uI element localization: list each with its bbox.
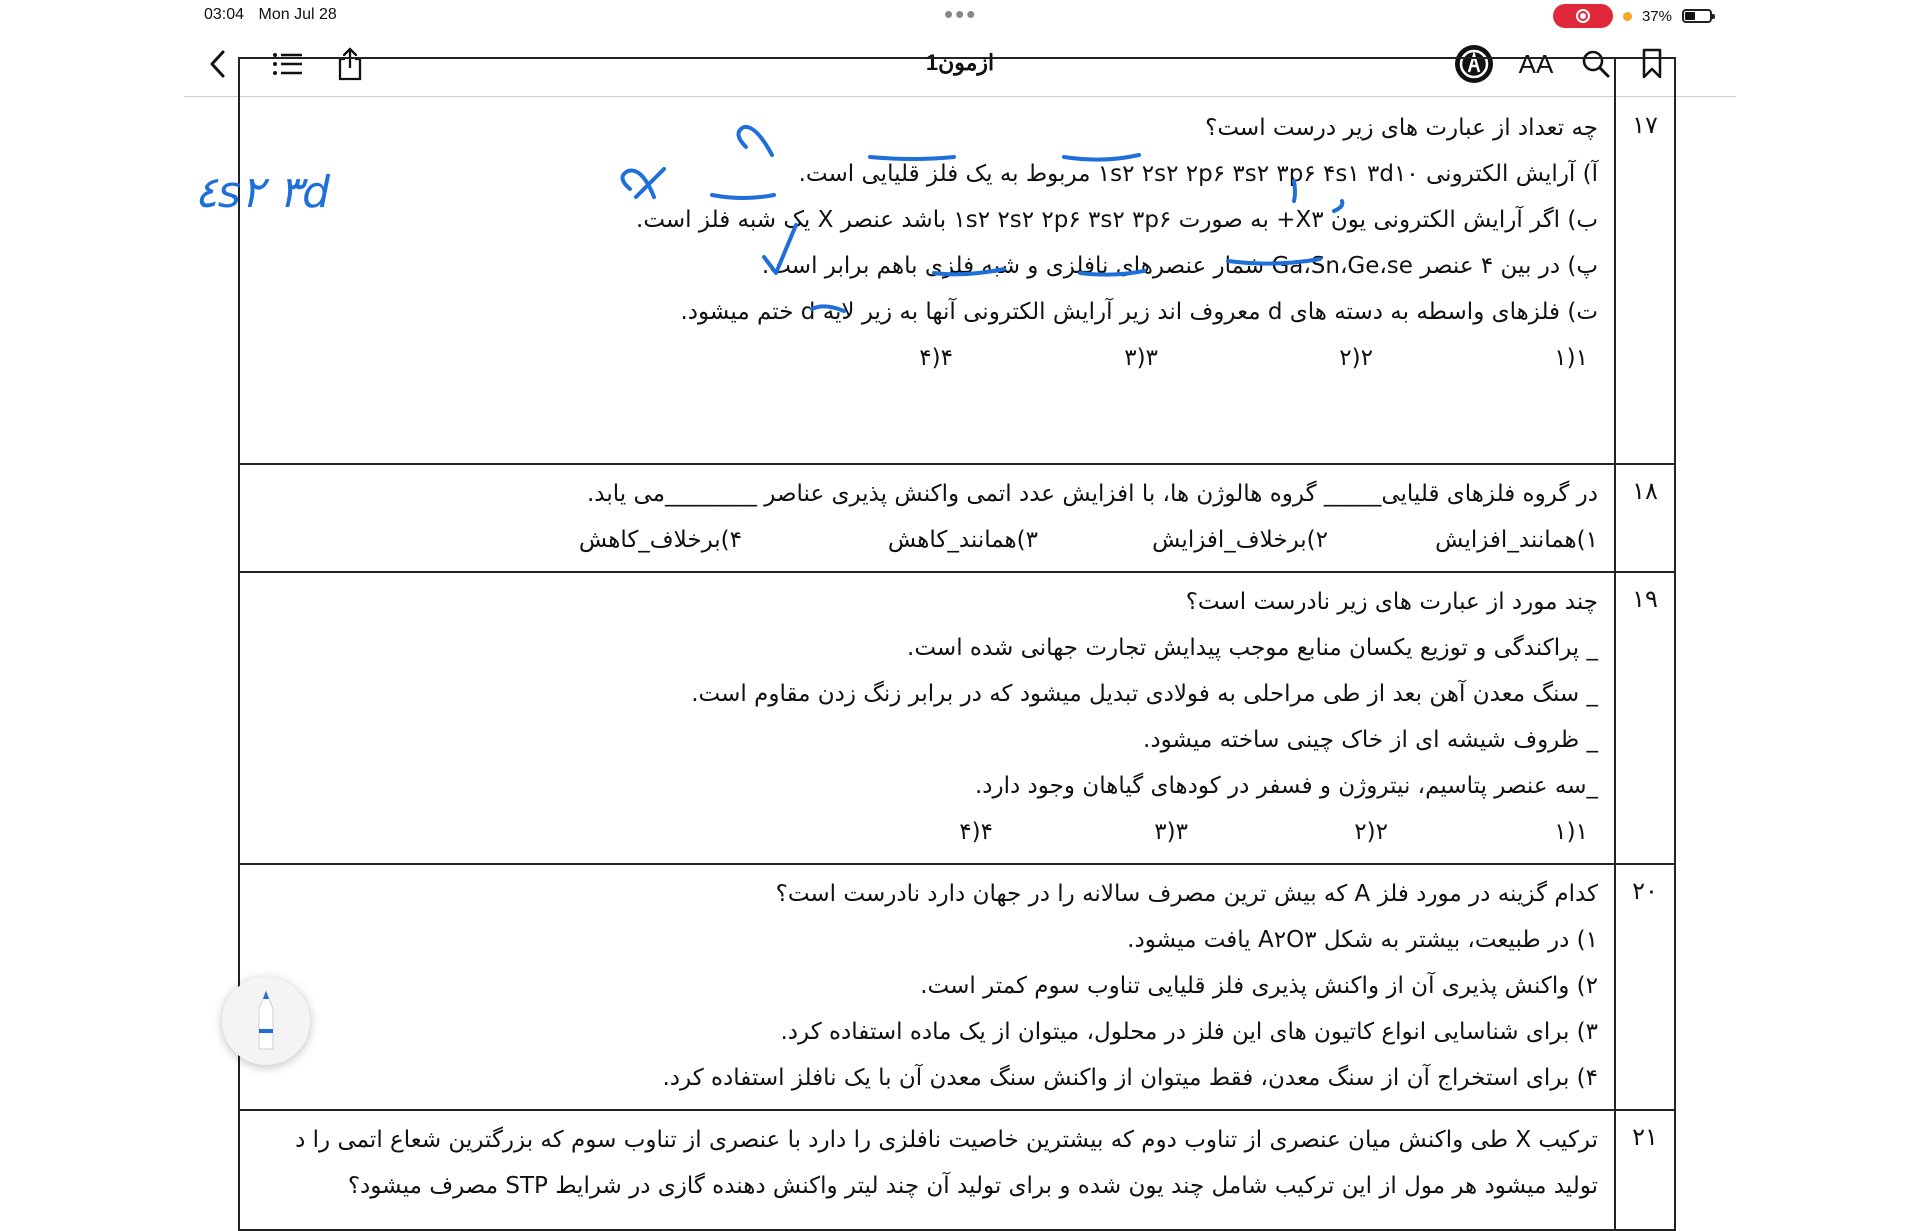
options-row bbox=[300, 517, 1598, 563]
statement: ت) فلزهای واسطه به دسته های d معروف اند زیر آرایش الکترونی آنها به زیر لایه d ختم میشود. bbox=[680, 299, 1598, 325]
question-stem: در گروه فلزهای قلیایی_____ گروه هالوژن ها، با افزایش عدد اتمی واکنش پذیری عناصر ________می یابد. bbox=[586, 481, 1598, 507]
statement: _ ظروف شیشه ای از خاک چینی ساخته میشود. bbox=[1143, 727, 1598, 753]
statement: پ) در بین ۴ عنصر Ga،Sn،Ge،se شمار عنصرهای نافلزی و شبه فلزی باهم برابر است. bbox=[761, 253, 1598, 279]
battery-icon bbox=[1682, 9, 1712, 23]
options-row bbox=[300, 809, 1598, 855]
option[interactable]: ۳(۳ bbox=[1154, 819, 1188, 845]
option[interactable]: ۳)همانند_کاهش bbox=[887, 527, 1038, 553]
question-body bbox=[239, 1110, 1615, 1230]
question-number: ۱۷ bbox=[1615, 58, 1675, 464]
option[interactable]: ۴(۴ bbox=[919, 345, 953, 371]
status-left bbox=[204, 6, 347, 24]
status-date: Mon Jul 28 bbox=[258, 6, 337, 23]
statement: آ) آرایش الکترونی ۱s۲ ۲s۲ ۲p۶ ۳s۲ ۳p۶ ۴s۱ ۳d۱۰ مربوط به یک فلز قلیایی است. bbox=[798, 161, 1598, 187]
option[interactable]: ۲(۲ bbox=[1339, 345, 1373, 371]
questions-table bbox=[238, 57, 1676, 1231]
question-stem: ترکیب X طی واکنش میان عنصری از تناوب دوم که بیشترین خاصیت نافلزی را دارد با عنصری از تناوب سوم که بزرگترین شعاع اتمی را د bbox=[295, 1127, 1598, 1153]
statement: ۱) در طبیعت، بیشتر به شکل A۲O۳ یافت میشود. bbox=[1127, 927, 1598, 953]
status-bar bbox=[184, 0, 1736, 32]
statement: ۳) برای شناسایی انواع کاتیون های این فلز در محلول، میتوان از یک ماده استفاده کرد. bbox=[780, 1019, 1598, 1045]
question-body bbox=[239, 464, 1615, 572]
question-body bbox=[239, 864, 1615, 1110]
question-row bbox=[239, 1110, 1675, 1230]
question-row bbox=[239, 464, 1675, 572]
multitasking-dots-icon[interactable]: ••• bbox=[944, 0, 978, 29]
pencil-icon bbox=[253, 989, 279, 1053]
question-body bbox=[239, 58, 1615, 464]
question-number: ۱۸ bbox=[1615, 464, 1675, 572]
screen-recording-icon[interactable] bbox=[1553, 4, 1613, 28]
mic-indicator-icon bbox=[1623, 12, 1632, 21]
question-number: ۲۰ bbox=[1615, 864, 1675, 1110]
option[interactable]: ۱)همانند_افزایش bbox=[1435, 527, 1598, 553]
options-row bbox=[300, 335, 1598, 381]
document-title: ازمون1 bbox=[925, 50, 995, 75]
question-body bbox=[239, 572, 1615, 864]
option[interactable]: ۲(۲ bbox=[1354, 819, 1388, 845]
statement: _ پراکندگی و توزیع یکسان منابع موجب پیدایش تجارت جهانی شده است. bbox=[907, 635, 1598, 661]
status-right bbox=[1553, 4, 1712, 28]
statement: ۴) برای استخراج آن از سنگ معدن، فقط میتوان از واکنش سنگ معدن آن با یک نافلز استفاده کرد. bbox=[662, 1065, 1598, 1091]
ipad-frame bbox=[184, 0, 1736, 1199]
battery-percent: 37% bbox=[1641, 7, 1672, 25]
option[interactable]: ۱(۱ bbox=[1554, 345, 1588, 371]
option[interactable]: ۴(۴ bbox=[959, 819, 993, 845]
question-number: ۲۱ bbox=[1615, 1110, 1675, 1230]
question-number: ۱۹ bbox=[1615, 572, 1675, 864]
pencil-tool-button[interactable] bbox=[222, 977, 310, 1065]
question-stem: چند مورد از عبارت های زیر نادرست است؟ bbox=[1185, 589, 1598, 615]
document-page[interactable] bbox=[184, 97, 1736, 1199]
statement: _ سنگ معدن آهن بعد از طی مراحلی به فولادی تبدیل میشود که در برابر زنگ زدن مقاوم است. bbox=[691, 681, 1598, 707]
option[interactable]: ۲)برخلاف_افزایش bbox=[1152, 527, 1328, 553]
question-row bbox=[239, 58, 1675, 464]
status-time: 03:04 bbox=[204, 6, 245, 23]
statement: ۲) واکنش پذیری آن از واکنش پذیری فلز قلیایی تناوب سوم کمتر است. bbox=[920, 973, 1598, 999]
question-stem: چه تعداد از عبارت های زیر درست است؟ bbox=[1205, 115, 1598, 141]
statement: تولید میشود هر مول از این ترکیب شامل چند یون شده و برای تولید آن چند لیتر واکنش دهنده گازی در شرایط STP مصرف میشود؟ bbox=[347, 1173, 1598, 1199]
margin-note: ۳d ٤s۲ bbox=[194, 167, 330, 218]
statement: ب) اگر آرایش الکترونی یون X۳+ به صورت ۱s۲ ۲s۲ ۲p۶ ۳s۲ ۳p۶ باشد عنصر X یک شبه فلز است. bbox=[636, 207, 1598, 233]
option[interactable]: ۴)برخلاف_کاهش bbox=[578, 527, 742, 553]
question-row bbox=[239, 572, 1675, 864]
option[interactable]: ۱(۱ bbox=[1554, 819, 1588, 845]
question-stem: کدام گزینه در مورد فلز A که بیش ترین مصرف سالانه را در جهان دارد نادرست است؟ bbox=[775, 881, 1598, 907]
statement: _سه عنصر پتاسیم، نیتروژن و فسفر در کودهای گیاهان وجود دارد. bbox=[974, 773, 1598, 799]
text-size-label: AA bbox=[1518, 48, 1554, 79]
question-row bbox=[239, 864, 1675, 1110]
option[interactable]: ۳(۳ bbox=[1124, 345, 1158, 371]
